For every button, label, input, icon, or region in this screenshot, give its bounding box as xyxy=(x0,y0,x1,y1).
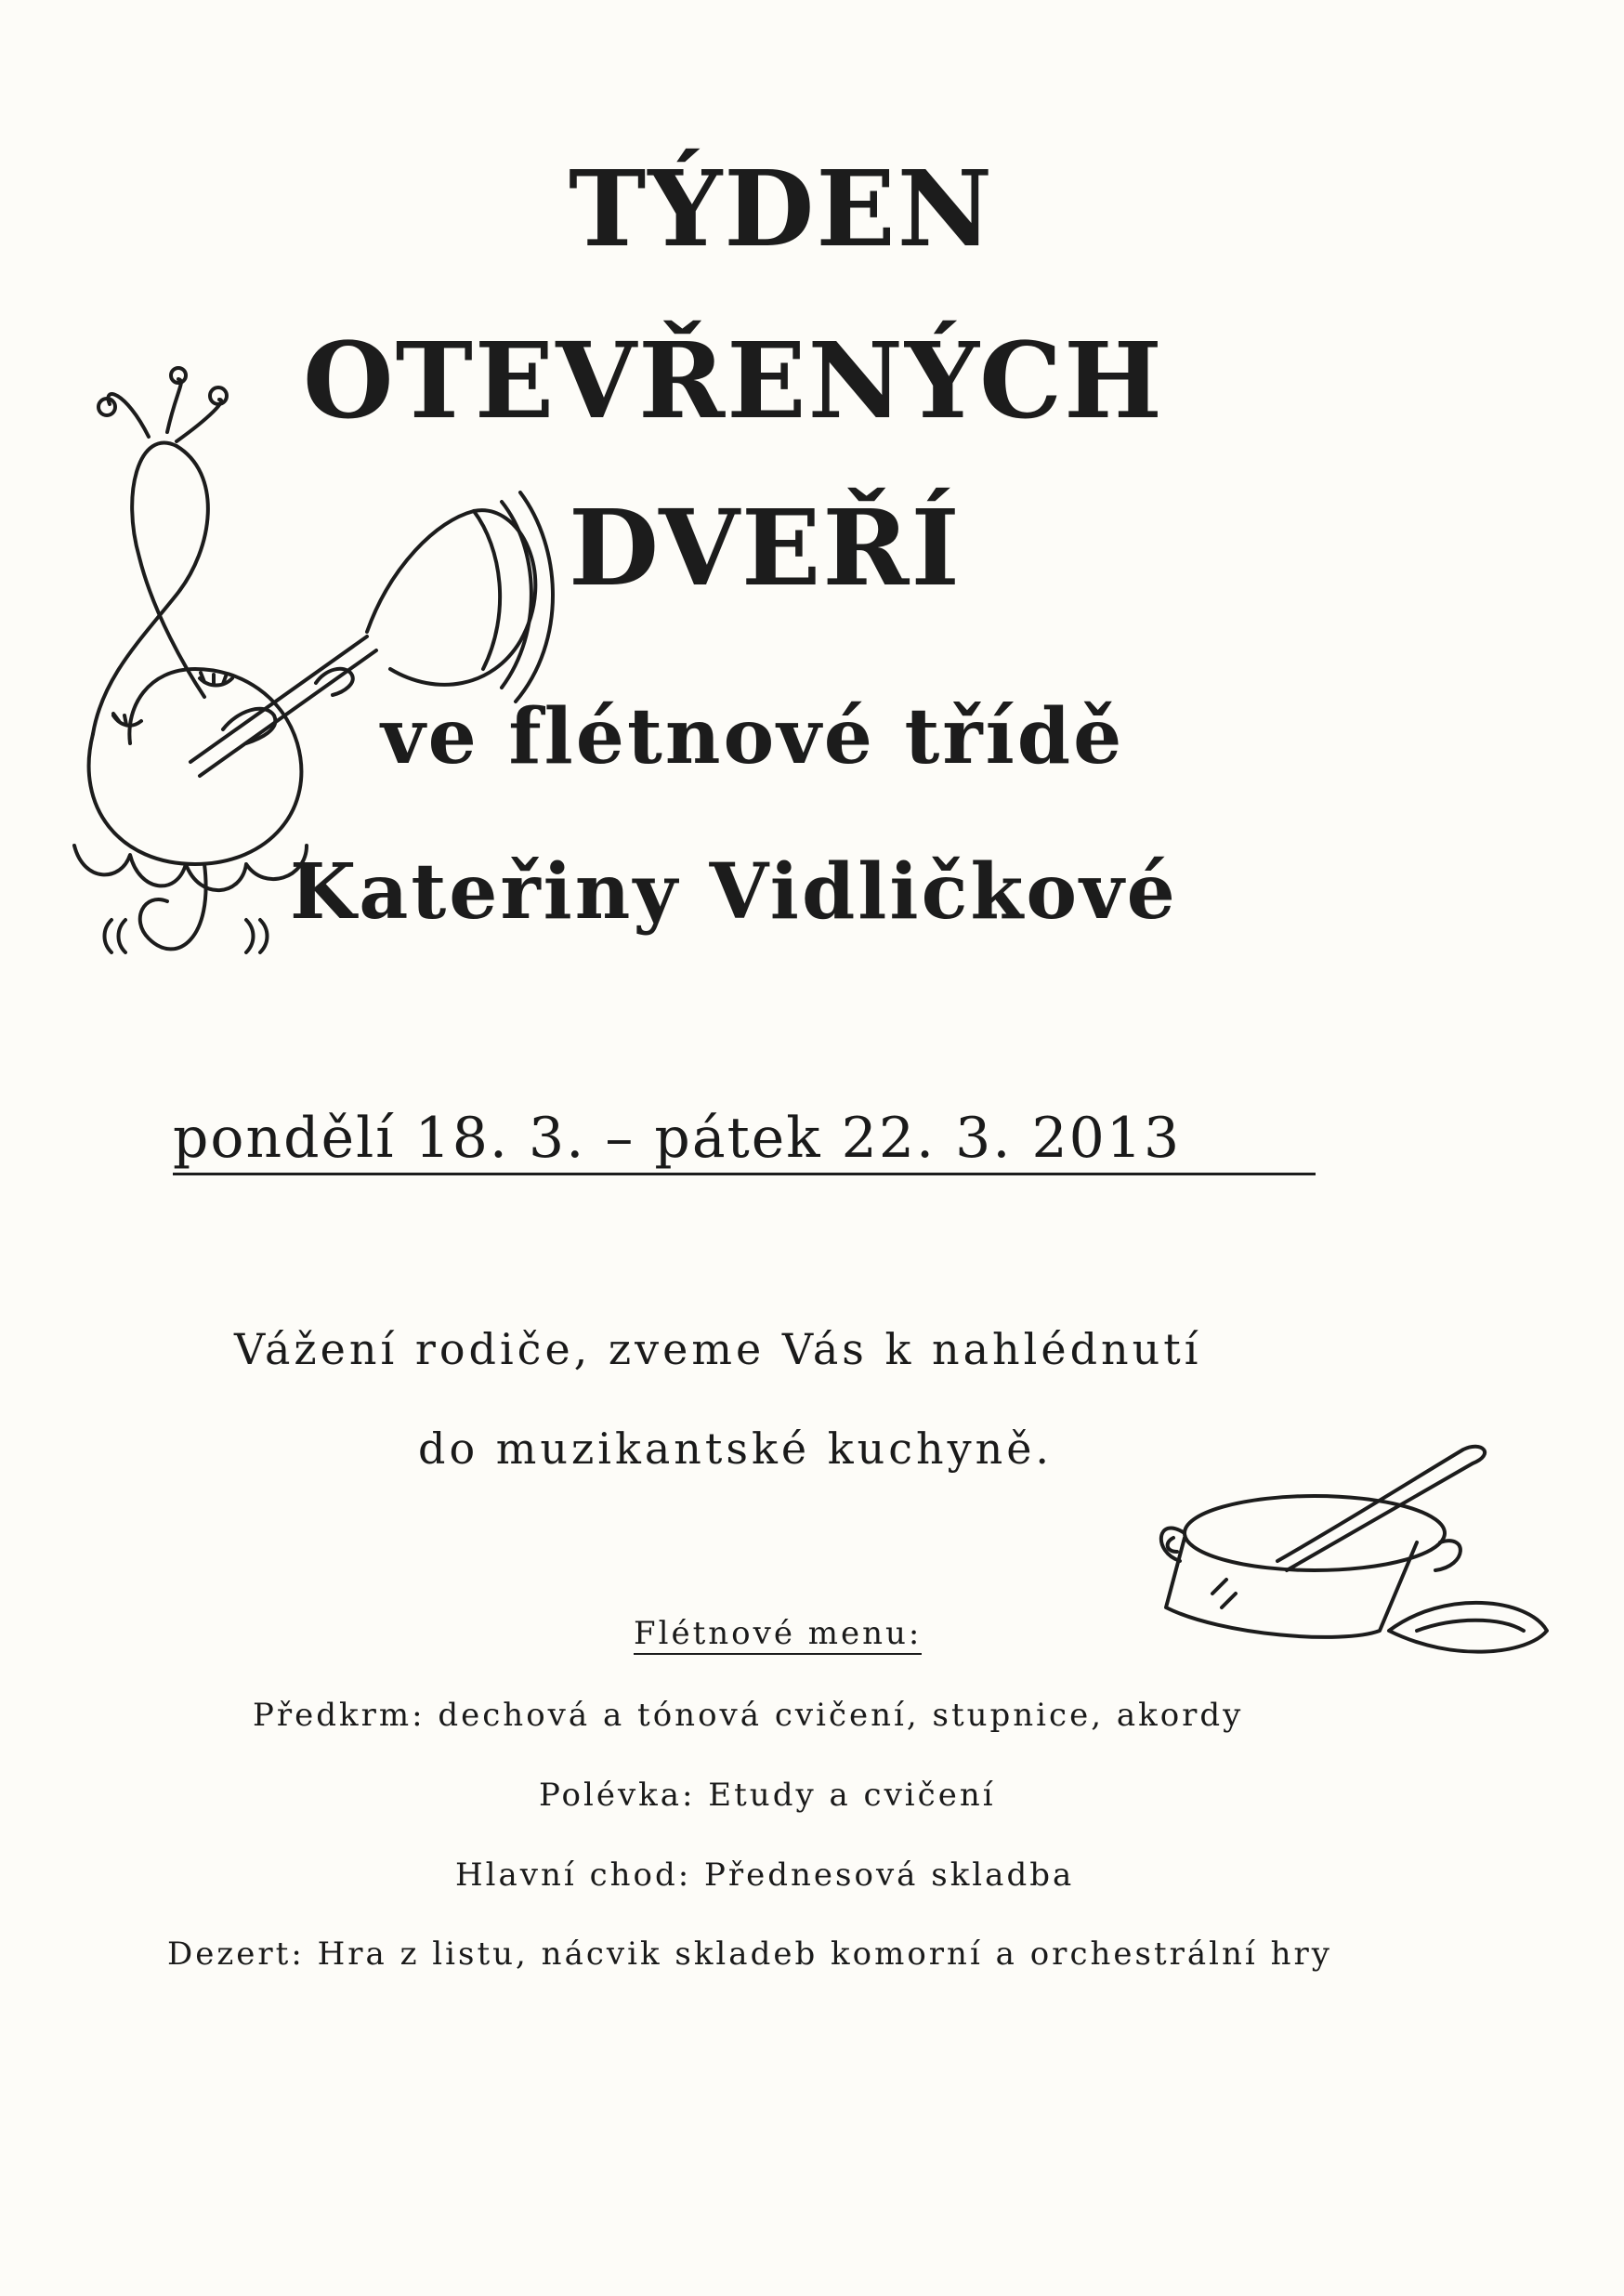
cooking-pot-icon xyxy=(1138,1422,1556,1682)
invitation-line-1: Vážení rodiče, zveme Vás k nahlédnutí xyxy=(234,1324,1202,1374)
menu-item-soup: Polévka: Etudy a cvičení xyxy=(539,1777,996,1814)
subtitle-line-2: Kateřiny Vidličkové xyxy=(290,847,1178,937)
date-range: pondělí 18. 3. – pátek 22. 3. 2013 xyxy=(173,1106,1316,1175)
menu-item-main-course: Hlavní chod: Přednesová skladba xyxy=(455,1856,1075,1894)
title-line-3: DVEŘÍ xyxy=(569,488,962,610)
menu-item-appetizer: Předkrm: dechová a tónová cvičení, stupnice, akordy xyxy=(253,1697,1244,1734)
title-line-1: TÝDEN xyxy=(569,149,995,270)
menu-title: Flétnové menu: xyxy=(634,1615,922,1655)
invitation-line-2: do muzikantské kuchyně. xyxy=(418,1424,1054,1474)
title-line-2: OTEVŘENÝCH xyxy=(303,321,1164,442)
subtitle-line-1: ve flétnové třídě xyxy=(381,692,1125,781)
menu-item-dessert: Dezert: Hra z listu, nácvik skladeb komorní a orchestrální hry xyxy=(167,1935,1332,1973)
